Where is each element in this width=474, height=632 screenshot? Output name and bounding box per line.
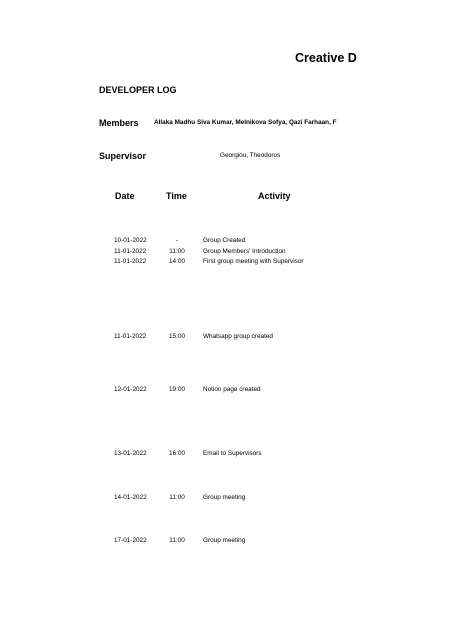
log-date: 17-01-2022	[114, 537, 147, 544]
log-row	[0, 333, 474, 343]
members-value: Allaka Madhu Siva Kumar, Melnikova Sofya, Qazi Farhaan, F	[154, 119, 337, 126]
developer-log-heading: DEVELOPER LOG	[99, 85, 177, 95]
log-activity: Group meeting	[203, 537, 246, 544]
log-activity: Group meeting	[203, 494, 246, 501]
log-time: 11:00	[169, 537, 185, 544]
supervisor-label: Supervisor	[99, 151, 147, 161]
log-row	[0, 386, 474, 396]
log-date: 11-01-2022	[114, 333, 147, 340]
log-row	[0, 248, 474, 258]
log-time: 11:00	[169, 248, 185, 255]
log-time: -	[175, 237, 179, 244]
log-time: 15:00	[169, 333, 185, 340]
log-date: 14-01-2022	[114, 494, 147, 501]
log-row	[0, 237, 474, 247]
log-activity: Group Members' Introduction	[203, 248, 286, 255]
log-time: 16:00	[169, 450, 185, 457]
log-row	[0, 450, 474, 460]
log-time: 19:00	[169, 386, 185, 393]
column-header-date: Date	[115, 191, 135, 201]
log-date: 12-01-2022	[114, 386, 147, 393]
log-activity: Email to Supervisors	[203, 450, 262, 457]
supervisor-value: Georgiou, Theodoros	[220, 152, 281, 159]
log-time: 11:00	[169, 494, 185, 501]
log-row	[0, 258, 474, 268]
log-date: 13-01-2022	[114, 450, 147, 457]
log-date: 10-01-2022	[114, 237, 147, 244]
log-date: 11-01-2022	[114, 248, 147, 255]
column-header-time: Time	[166, 191, 187, 201]
log-activity: First group meeting with Supervisor	[203, 258, 304, 265]
log-time: 14:00	[169, 258, 185, 265]
document-title: Creative D	[295, 51, 357, 65]
log-row	[0, 537, 474, 547]
log-row	[0, 494, 474, 504]
log-activity: Group Created	[203, 237, 246, 244]
column-header-activity: Activity	[258, 191, 291, 201]
members-label: Members	[99, 118, 139, 128]
log-activity: Notion page created	[203, 386, 261, 393]
log-date: 11-01-2022	[114, 258, 147, 265]
log-activity: Whatsapp group created	[203, 333, 273, 340]
